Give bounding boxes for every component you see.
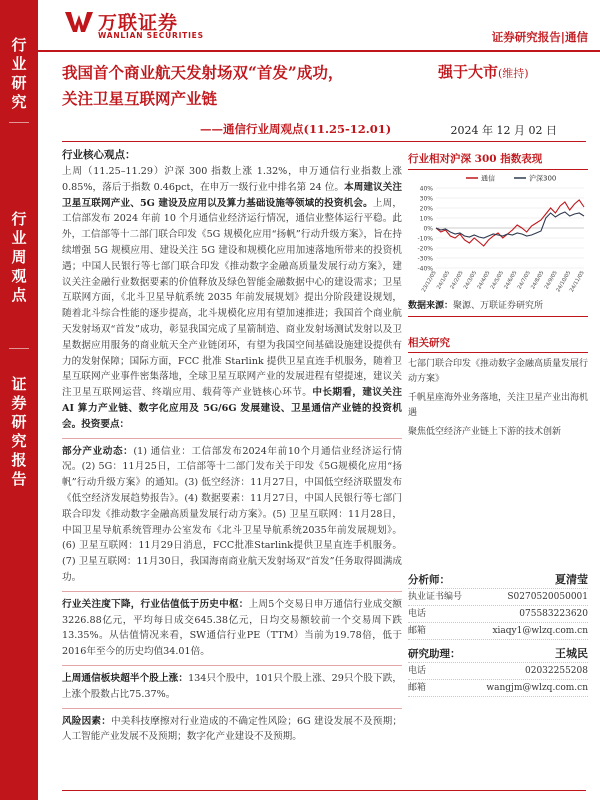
assistant-email-row	[408, 680, 588, 697]
core-view-text: 上周（11.25–11.29）沪深 300 指数上涨 1.32%，申万通信行业指数上涨 0.85%，落后于指数 0.46pct，在申万一级行业中排名第 24 位。	[62, 166, 402, 193]
tel-value: 075583223620	[519, 609, 588, 619]
report-title-line-1: 我国首个商业航天发射场双“首发”成功，	[62, 63, 344, 82]
analyst-cert-row	[408, 589, 588, 606]
chart-x-tick-label: 24/1/05	[435, 270, 452, 291]
sidebar-label-char: 证	[11, 375, 27, 393]
market-text: 上周5个交易日申万通信行业成交额3226.88亿元，平均每日成交645.38亿元，日均交易额较前一个交易周下跌13.35%。从估值情况来看，SW通信行业PE（TTM）当前为19.78倍，低于2016年至今的历史均值34.01倍。	[62, 598, 403, 658]
sidebar-label-char: 究	[11, 93, 27, 111]
sidebar-label-char: 业	[11, 229, 27, 247]
sidebar-label-char: 点	[11, 286, 27, 304]
sidebar-divider	[9, 348, 29, 349]
chart-y-tick-label: -20%	[417, 245, 433, 253]
core-view-highlight: 本周建议关注卫星互联网产业、5G 建设及应用以及算力基础设施等领域的投资机会。	[62, 181, 402, 209]
sidebar-label-securities-report	[0, 375, 38, 489]
sidebar-label-char: 观	[11, 267, 27, 285]
chart-x-tick-label: 24/4/05	[476, 270, 492, 291]
report-title-line-2: 关注卫星互联网产业链	[62, 89, 218, 108]
analyst-tel-row	[408, 606, 588, 623]
related-research-link[interactable]: 千帆星座海外业务落地，关注卫星产业出海机遇	[408, 393, 589, 418]
market-heading: 行业关注度下降，行业估值低于历史中枢：	[62, 598, 249, 610]
core-view-highlight: 投资要点：	[81, 418, 130, 430]
chart-series-line	[436, 212, 584, 238]
related-research-link[interactable]: 七部门联合印发《推动数字金融高质量发展行动方案》	[408, 359, 589, 384]
stocks-text: 134只个股中，101只个股上涨、29只个股下跌，上涨个股数占比75.37%。	[62, 672, 402, 700]
chart-x-tick-label: 24/3/05	[462, 270, 479, 291]
chart-legend-label: 沪深300	[529, 174, 557, 183]
assistant-label: 研究助理：	[408, 648, 461, 660]
industry-dynamics-text: (1) 通信业：工信部发布2024年前10个月通信业经济运行情况。(2) 5G：11月25日，工信部等十二部门发布关于印发《5G规模化应用“扬帆”行动升级方案》的通知。(3) 低空经济：11月27日，中国低空经济联盟发布《低空经济发展趋势报告》。(4) 数据要素：11月27日，中国人民银行等七部门联合印发《推动数字金融高质量发展行动方案》。(5) 卫星互联网：11月28日，中国卫星导航系统管理办公室发布《北斗卫星导航系统2035年前发展规划》。(6) 卫星互联网：11月29日消息，FCC批准Starlink提供卫星直连手机服务。(7) 卫星互联网：11月30日，我国海南商业航天发射场双“首发”任务取得圆满成功。	[62, 445, 403, 583]
title-rule	[62, 141, 586, 142]
data-source-value: 聚源、万联证券研究所	[453, 301, 544, 311]
chart-title: 行业相对沪深 300 指数表现	[408, 147, 588, 170]
report-title	[62, 60, 422, 112]
header-rule	[38, 50, 600, 52]
chart-y-tick-label: 10%	[419, 215, 433, 223]
chart-x-tick-label: 24/8/05	[530, 270, 546, 291]
sidebar-label-char: 行	[11, 210, 27, 228]
header	[38, 0, 600, 50]
chart-y-tick-label: -30%	[417, 255, 433, 263]
chart-x-tick-label: 23/12/05	[420, 270, 438, 294]
rating-note: (维持)	[498, 67, 529, 80]
core-view-text: 上周，工信部发布 2024 年前 10 个月通信业经济运行情况，通信业整体运行平稳。此外，工信部等十二部门联合印发《5G 规模化应用“扬帆”行动升级方案》，旨在持续增强 5G 规模应用、建设关注 5G 建设和规模化应用加速落地所带来的投资机遇；中国人民银行等七部门联合印发《推动数字金融高质量发展行动方案》，建议关注金融行业数据要素的价值释放及绿色智能金融数据中心的建设需求；卫星互联网方面，《北斗卫星导航系统 2035 年前发展规划》提出分阶段建设规划，随着北斗综合性能的逐步提高，北斗规模化应用有望加速推进；我国首个商业航天发射场双“首发”成功，彰显我国完成了星箭制造、商业发射场测试发射以及卫星数据应用服务的商业航天全产业链闭环，有望为我国空间基础设施建设提供有力的发射保障；国际方面，FCC 批准 Starlink 提供卫星直连手机服务，随着卫星互联网产业事件密集落地，全球卫星互联网产业的发展进程有望提速，建议关注卫星互联网运营、终端应用、载荷等产业链核心环节。	[62, 197, 403, 399]
report-subtitle: ——通信行业周观点(11.25-12.01)	[200, 122, 392, 136]
chart-x-tick-label: 24/6/05	[503, 270, 519, 291]
rating	[438, 61, 529, 82]
chart-legend-label: 通信	[481, 174, 495, 183]
analyst-info	[408, 572, 588, 697]
assistant-name: 王城民	[555, 647, 588, 660]
analyst-name: 夏清莹	[555, 573, 588, 586]
risk-text: 中美科技摩擦对行业造成的不确定性风险；6G 建设发展不及预期；人工智能产业发展不及预期；数字化产业建设不及预期。	[62, 715, 402, 743]
assistant-row	[408, 646, 588, 663]
tel-label: 电话	[408, 666, 427, 676]
analyst-email-row	[408, 623, 588, 640]
email-link[interactable]: xiaqy1@wlzq.com.cn	[492, 626, 588, 636]
chart-x-tick-label: 24/2/05	[449, 270, 465, 291]
tel-label: 电话	[408, 609, 427, 619]
chart-x-tick-label: 24/7/05	[516, 270, 532, 291]
stocks-heading: 上周通信板块超半个股上涨：	[62, 672, 189, 684]
chart-y-tick-label: -10%	[417, 235, 433, 243]
analyst-label: 分析师：	[408, 574, 450, 586]
sidebar	[0, 0, 38, 800]
data-source-label: 数据来源：	[408, 301, 454, 311]
chart-y-tick-label: 30%	[419, 195, 433, 203]
sidebar-label-industry-research	[0, 36, 38, 112]
section-divider	[62, 708, 402, 709]
core-view-section	[62, 147, 402, 745]
risk-paragraph	[62, 714, 402, 746]
performance-chart	[408, 170, 588, 295]
section-divider	[62, 591, 402, 592]
report-date: 2024 年 12 月 02 日	[450, 124, 557, 137]
cert-value: S0270520050001	[507, 592, 588, 602]
chart-series-line	[436, 200, 584, 246]
email-label: 邮箱	[408, 683, 427, 693]
chart-y-tick-label: 0%	[423, 225, 433, 233]
risk-heading: 风险因素：	[62, 715, 111, 727]
core-view-paragraph	[62, 164, 402, 433]
core-view-heading: 行业核心观点：	[62, 149, 136, 161]
cert-label: 执业证书编号	[408, 592, 463, 602]
logo-text-cn: 万联证券	[98, 12, 179, 34]
related-research-link[interactable]: 聚焦低空经济产业链上下游的技术创新	[408, 427, 562, 437]
data-source	[408, 295, 588, 317]
rating-value: 强于大市	[438, 63, 499, 81]
sidebar-label-char: 券	[11, 394, 27, 412]
chart-y-tick-label: 40%	[419, 185, 433, 193]
chart-x-tick-label: 24/10/05	[555, 270, 573, 294]
report-type-label: 证券研究报告|通信	[491, 30, 588, 44]
sidebar-label-char: 告	[11, 470, 27, 488]
wanlian-logo-icon	[64, 10, 94, 34]
chart-x-tick-label: 24/5/05	[489, 270, 506, 291]
email-link[interactable]: wangjm@wlzq.com.cn	[486, 683, 588, 693]
email-label: 邮箱	[408, 626, 427, 636]
sidebar-label-char: 报	[11, 451, 27, 469]
industry-dynamics-heading: 部分产业动态：	[62, 445, 134, 457]
footer-rule	[62, 790, 586, 791]
chart-y-tick-label: 20%	[419, 205, 433, 213]
analyst-row	[408, 572, 588, 589]
performance-chart-svg	[408, 170, 588, 295]
section-divider	[62, 665, 402, 666]
sidebar-label-char: 研	[11, 413, 27, 431]
core-view-highlight: 中长期看，建议关注 AI 算力产业链、数字化应用及 5G/6G 发展建设、卫星通信产业链的投资机会。	[62, 387, 403, 430]
right-column	[408, 147, 588, 440]
market-paragraph	[62, 597, 402, 660]
chart-y-tick-label: -40%	[417, 265, 433, 273]
assistant-tel-row	[408, 663, 588, 680]
tel-value: 02032255208	[525, 666, 588, 676]
logo-text-en: WANLIAN SECURITIES	[98, 31, 204, 40]
chart-x-tick-label: 24/11/05	[568, 270, 586, 294]
section-divider	[62, 438, 402, 439]
sidebar-label-weekly-view	[0, 210, 38, 305]
sidebar-divider	[9, 122, 29, 123]
sidebar-label-char: 研	[11, 74, 27, 92]
stocks-paragraph	[62, 671, 402, 703]
chart-x-tick-label: 24/9/05	[543, 270, 559, 291]
sidebar-label-char: 周	[11, 248, 27, 266]
related-research-heading: 相关研究	[408, 335, 588, 353]
sidebar-label-char: 究	[11, 432, 27, 450]
industry-dynamics-paragraph	[62, 444, 402, 586]
sidebar-label-char: 行	[11, 36, 27, 54]
sidebar-label-char: 业	[11, 55, 27, 73]
